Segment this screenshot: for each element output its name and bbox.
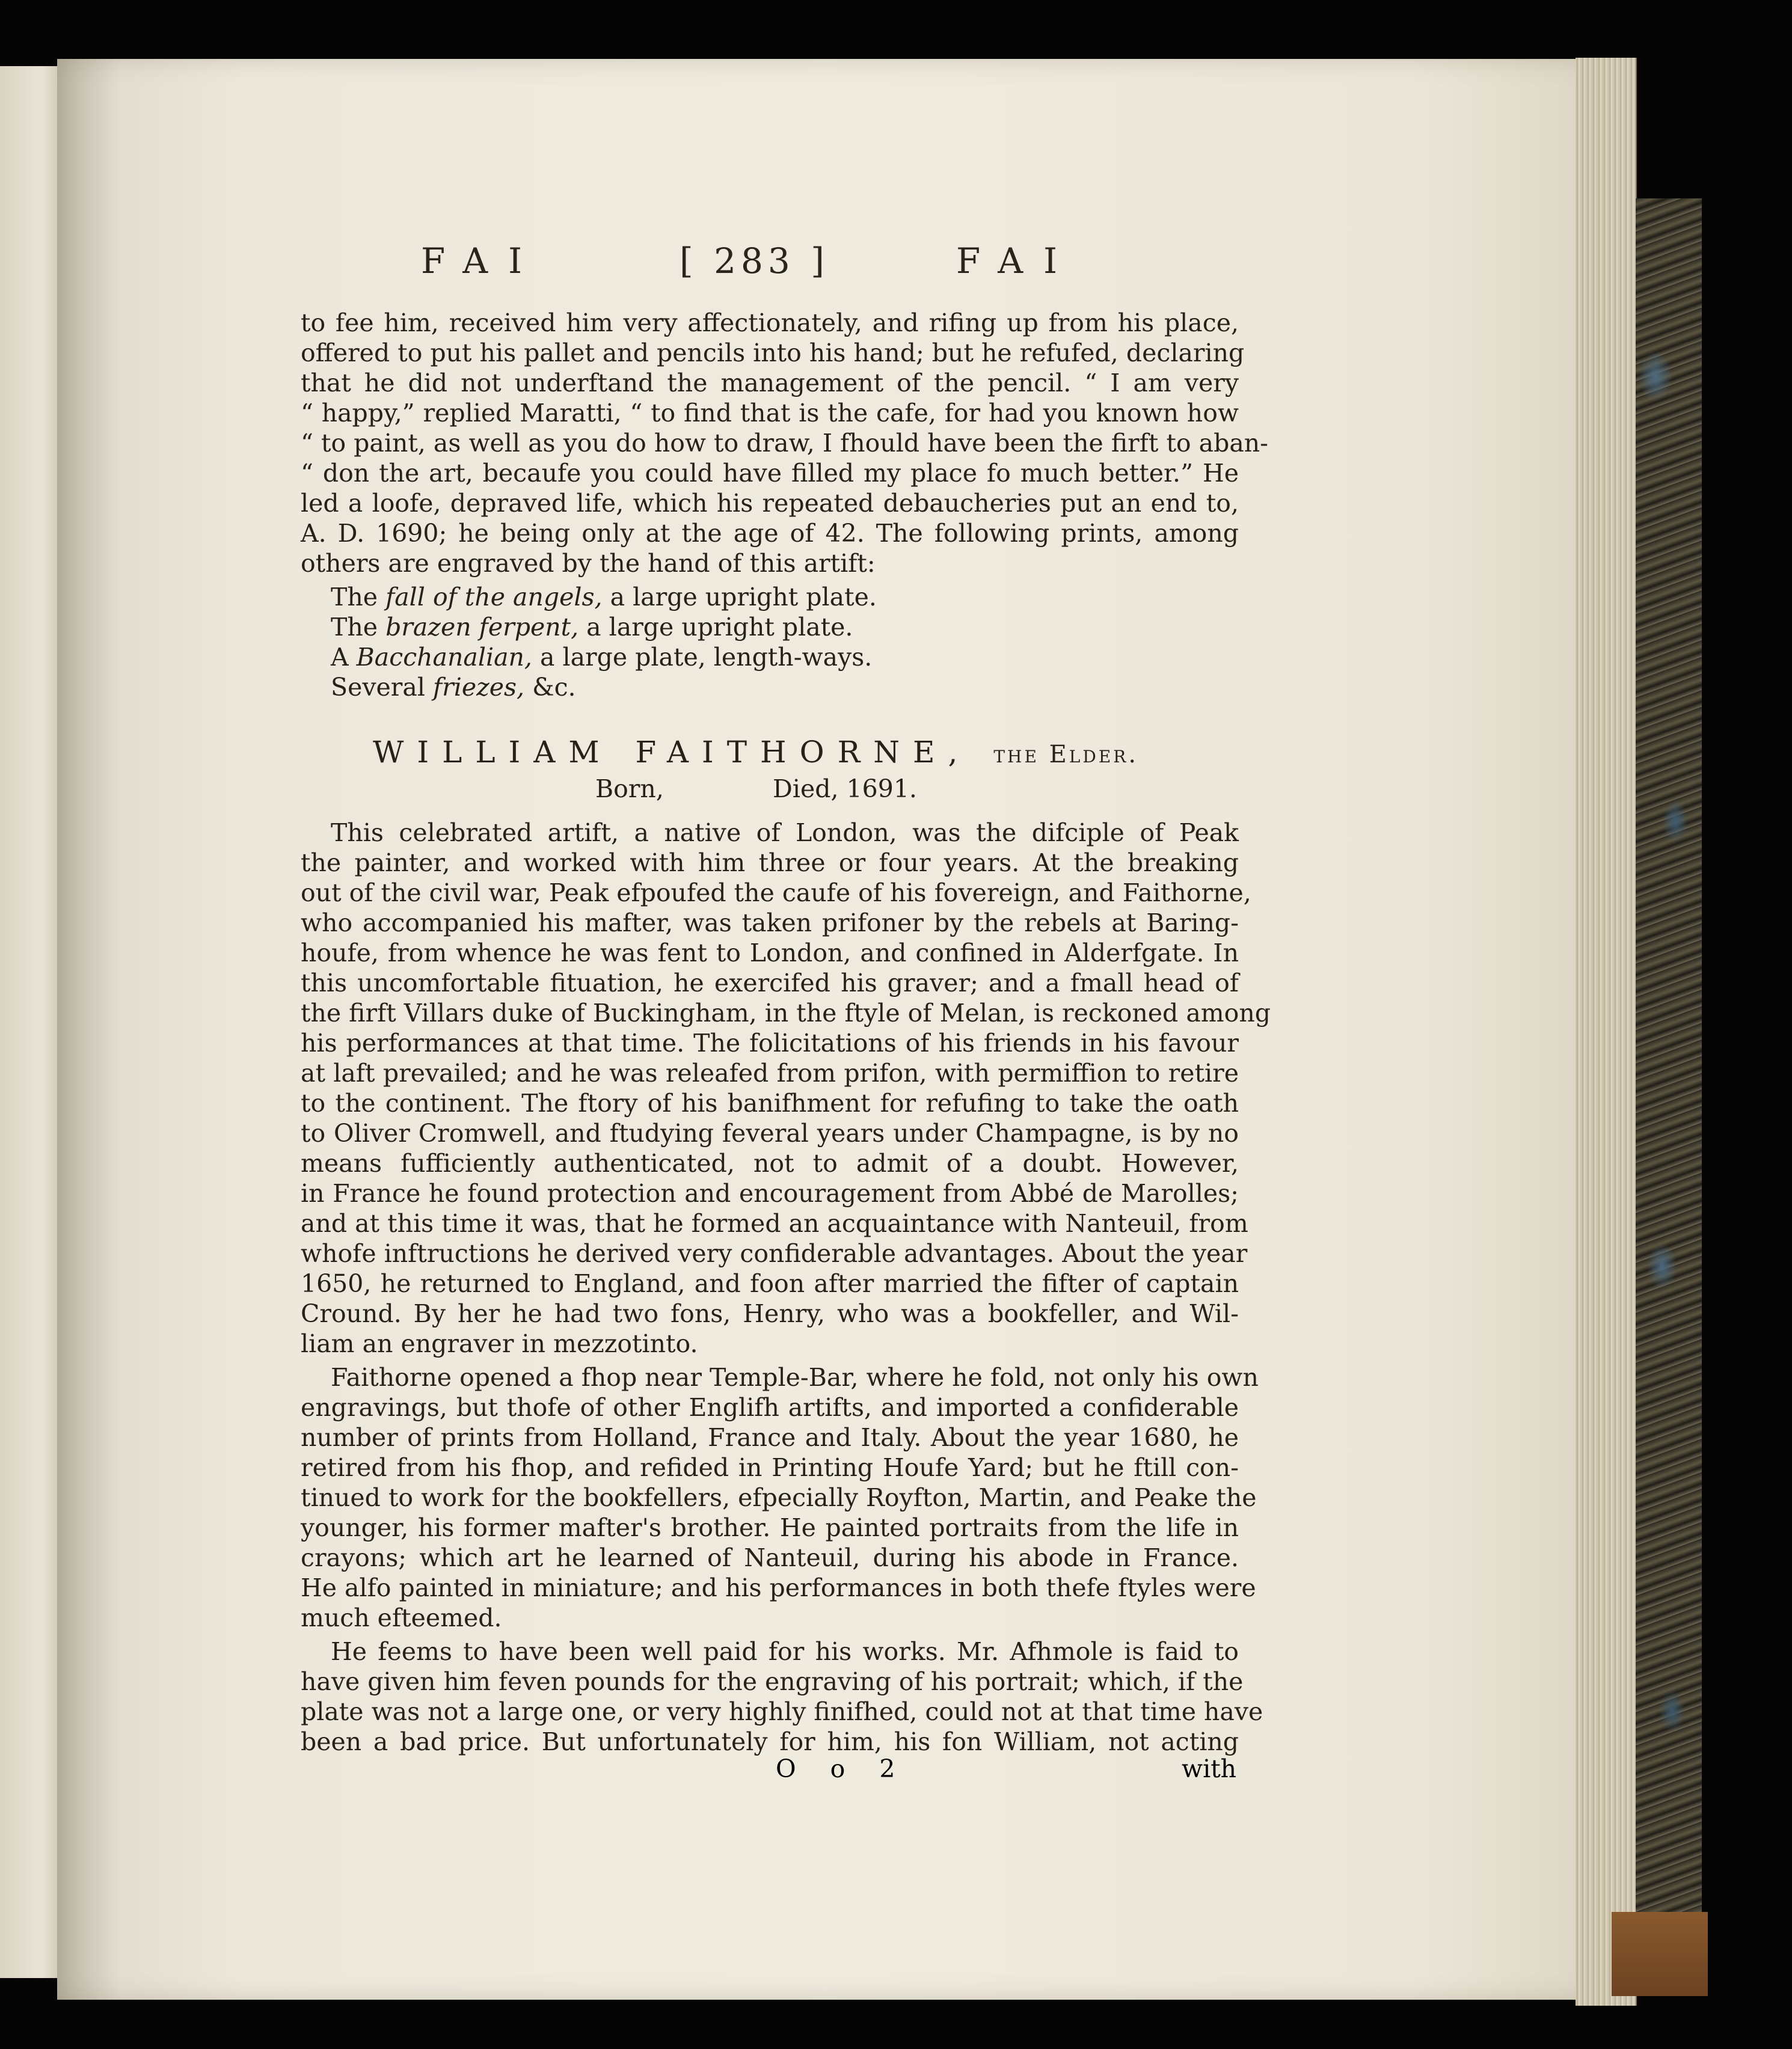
text-line: plate was not a large one, or very highly finifhed, could not at that time have bbox=[301, 1697, 1263, 1726]
text-line: tinued to work for the bookfellers, efpecially Royfton, Martin, and Peake the bbox=[301, 1483, 1257, 1512]
died-label: Died, 1691. bbox=[773, 774, 917, 803]
text-line: out of the civil war, Peak efpoufed the caufe of his fovereign, and Faithorne, bbox=[301, 878, 1251, 907]
text-line: Cround. By her he had two fons, Henry, who was a bookfeller, and Wil- bbox=[301, 1299, 1239, 1328]
marbled-cover bbox=[1636, 198, 1702, 1978]
text-line: “ don the art, becaufe you could have filled my place fo much better.” He bbox=[301, 459, 1239, 488]
left-page-edge bbox=[0, 66, 60, 1978]
text-line: who accompanied his mafter, was taken prifoner by the rebels at Baring- bbox=[301, 908, 1239, 937]
text-line: his performances at that time. The folicitations of his friends in his favour bbox=[301, 1029, 1239, 1058]
text-line: “ happy,” replied Maratti, “ to find that is the cafe, for had you known how bbox=[301, 399, 1239, 427]
running-head-right: FAI bbox=[956, 240, 1078, 281]
text-line: A. D. 1690; he being only at the age of 42. The following prints, among bbox=[301, 519, 1239, 548]
text-line: number of prints from Holland, France and Italy. About the year 1680, he bbox=[301, 1423, 1239, 1452]
text-line: in France he found protection and encouragement from Abbé de Marolles; bbox=[301, 1179, 1239, 1208]
born-label: Born, bbox=[595, 774, 664, 803]
text-line: liam an engraver in mezzotinto. bbox=[301, 1329, 698, 1358]
text-line: that he did not underftand the management of the pencil. “ I am very bbox=[301, 369, 1239, 397]
text-line: houfe, from whence he was fent to London, and confined in Alderfgate. In bbox=[301, 939, 1239, 967]
text-line: retired from his fhop, and refided in Printing Houfe Yard; but he ftill con- bbox=[301, 1453, 1239, 1482]
text-line: means fufficiently authenticated, not to admit of a doubt. However, bbox=[301, 1149, 1239, 1178]
text-line: whofe inftructions he derived very confiderable advantages. About the year bbox=[301, 1239, 1248, 1268]
entry-heading bbox=[373, 735, 1215, 770]
text-line: the firft Villars duke of Buckingham, in the ftyle of Melan, is reckoned among bbox=[301, 999, 1271, 1028]
text-line: He alfo painted in miniature; and his performances in both thefe ftyles were bbox=[301, 1573, 1256, 1602]
text-line: “ to paint, as well as you do how to draw, I fhould have been the firft to aban- bbox=[301, 429, 1269, 458]
artist-epithet: the Elder. bbox=[993, 741, 1139, 768]
catchword: with bbox=[1182, 1754, 1237, 1783]
running-head bbox=[421, 240, 1131, 289]
text-line: to fee him, received him very affectionately, and rifing up from his place, bbox=[301, 308, 1239, 337]
text-line: the painter, and worked with him three or four years. At the breaking bbox=[301, 848, 1239, 877]
text-line: engravings, but thofe of other Englifh artifts, and imported a confiderable bbox=[301, 1393, 1239, 1422]
print-list-item: The brazen ferpent, a large upright plate. bbox=[331, 613, 853, 642]
print-list-item: A Bacchanalian, a large plate, length-ways. bbox=[331, 643, 873, 672]
running-head-left: FAI bbox=[421, 240, 542, 281]
text-line: much efteemed. bbox=[301, 1603, 502, 1632]
text-line: others are engraved by the hand of this artift: bbox=[301, 549, 876, 578]
text-line: younger, his former mafter's brother. He painted portraits from the life in bbox=[301, 1513, 1239, 1542]
signature-mark: O o 2 bbox=[776, 1754, 909, 1783]
print-list-item: The fall of the angels, a large upright plate. bbox=[331, 583, 877, 611]
text-line: 1650, he returned to England, and foon after married the fifter of captain bbox=[301, 1269, 1239, 1298]
text-line: This celebrated artift, a native of London, was the difciple of Peak bbox=[331, 818, 1239, 847]
text-line: crayons; which art he learned of Nanteuil, during his abode in France. bbox=[301, 1543, 1239, 1572]
text-line: to Oliver Cromwell, and ftudying feveral years under Champagne, is by no bbox=[301, 1119, 1239, 1148]
page-edges bbox=[1576, 58, 1637, 2006]
artist-name: WILLIAM FAITHORNE, bbox=[373, 735, 971, 770]
text-line: He feems to have been well paid for his works. Mr. Afhmole is faid to bbox=[331, 1637, 1239, 1666]
text-line: this uncomfortable fituation, he exercifed his graver; and a fmall head of bbox=[301, 969, 1239, 997]
page-number: [ 283 ] bbox=[680, 240, 829, 281]
text-line: have given him feven pounds for the engraving of his portrait; which, if the bbox=[301, 1667, 1244, 1696]
text-line: offered to put his pallet and pencils into his hand; but he refufed, declaring bbox=[301, 338, 1245, 367]
text-line: led a loofe, depraved life, which his repeated debaucheries put an end to, bbox=[301, 489, 1239, 518]
text-line: Faithorne opened a fhop near Temple-Bar, where he fold, not only his own bbox=[331, 1363, 1259, 1392]
print-list-item: Several friezes, &c. bbox=[331, 673, 576, 702]
text-line: been a bad price. But unfortunately for him, his fon William, not acting bbox=[301, 1727, 1239, 1756]
text-line: and at this time it was, that he formed an acquaintance with Nanteuil, from bbox=[301, 1209, 1248, 1238]
text-line: at laft prevailed; and he was releafed from prifon, with permiffion to retire bbox=[301, 1059, 1239, 1088]
leather-binding bbox=[1612, 1912, 1708, 1996]
text-line: to the continent. The ftory of his banifhment for refufing to take the oath bbox=[301, 1089, 1239, 1118]
